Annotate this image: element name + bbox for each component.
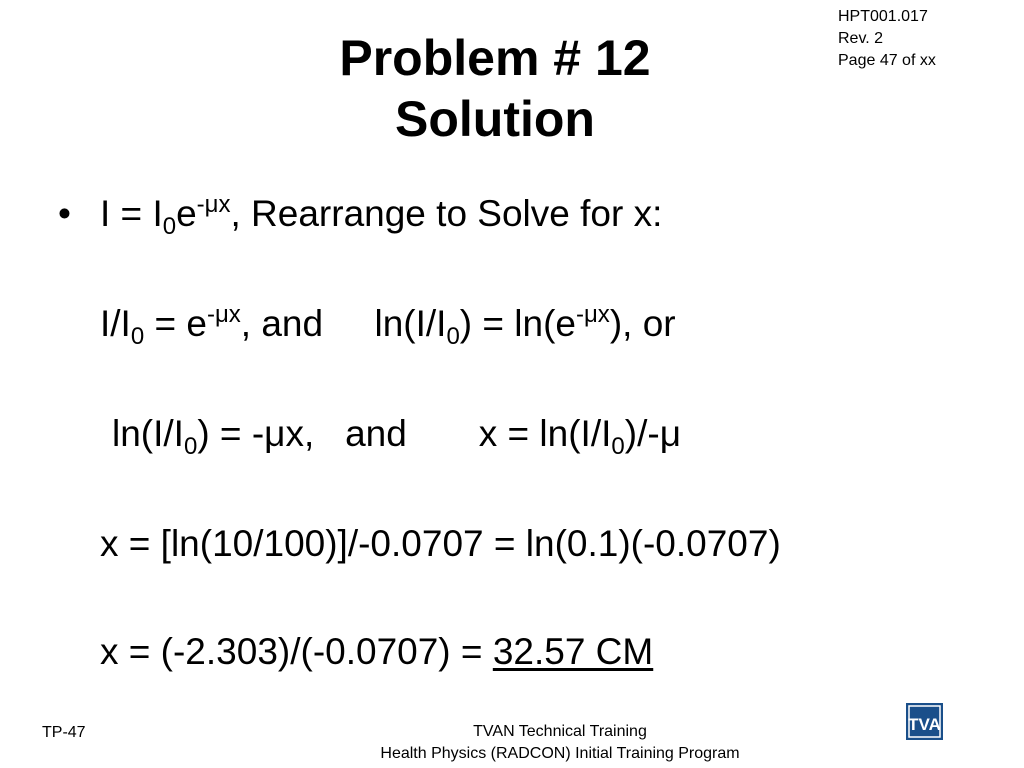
eq3-text-a: ln(I/I [112,413,184,454]
final-answer: 32.57 CM [492,631,654,672]
eq3-subscript-b: 0 [611,433,625,460]
footer-program-info [300,721,820,765]
eq1-superscript: -μx [196,191,231,218]
bullet-marker: • [58,193,71,234]
tva-logo [906,703,943,740]
eq1-subscript: 0 [162,213,177,240]
eq2-superscript-b: -μx [206,301,241,328]
eq1-text-c: , Rearrange to Solve for x: [230,193,663,234]
revision-label: Rev. 2 [838,30,884,47]
tva-logo-icon [906,703,943,740]
eq2-subscript-c: 0 [446,323,460,350]
eq2-text-b: = e [144,303,207,344]
eq3-text-c: )/-μ [624,413,682,454]
eq2-text-a: I/I [100,303,131,344]
eq2-text-c: , and ln(I/I [240,303,447,344]
equation-line-3 [112,412,682,460]
title-line-1: Problem # 12 [339,30,651,86]
title-line-2: Solution [395,91,595,147]
eq2-text-e: ), or [609,303,676,344]
equation-line-1 [100,191,663,240]
eq1-text-a: I = I [100,193,163,234]
eq3-subscript-a: 0 [183,433,198,460]
slide-header-info [838,6,936,72]
eq2-superscript-d: -μx [575,301,610,328]
eq2-subscript-a: 0 [130,323,145,350]
footer-line-1: TVAN Technical Training [473,723,647,740]
eq5-text-a: x = (-2.303)/(-0.0707) = [100,631,493,672]
svg-text:TVA: TVA [908,715,941,734]
footer-slide-code: TP-47 [42,724,86,741]
slide-title [240,28,750,150]
eq2-text-d: ) = ln(e [459,303,576,344]
eq1-text-b: e [176,193,197,234]
equation-line-4: x = [ln(10/100)]/-0.0707 = ln(0.1)(-0.0707) [100,523,781,564]
document-id: HPT001.017 [838,8,928,25]
equation-line-2 [100,301,676,350]
equation-line-5 [100,630,653,674]
footer-line-2: Health Physics (RADCON) Initial Training Program [380,745,740,762]
page-number: Page 47 of xx [838,52,936,69]
eq3-text-b: ) = -μx, and x = ln(I/I [197,413,612,454]
